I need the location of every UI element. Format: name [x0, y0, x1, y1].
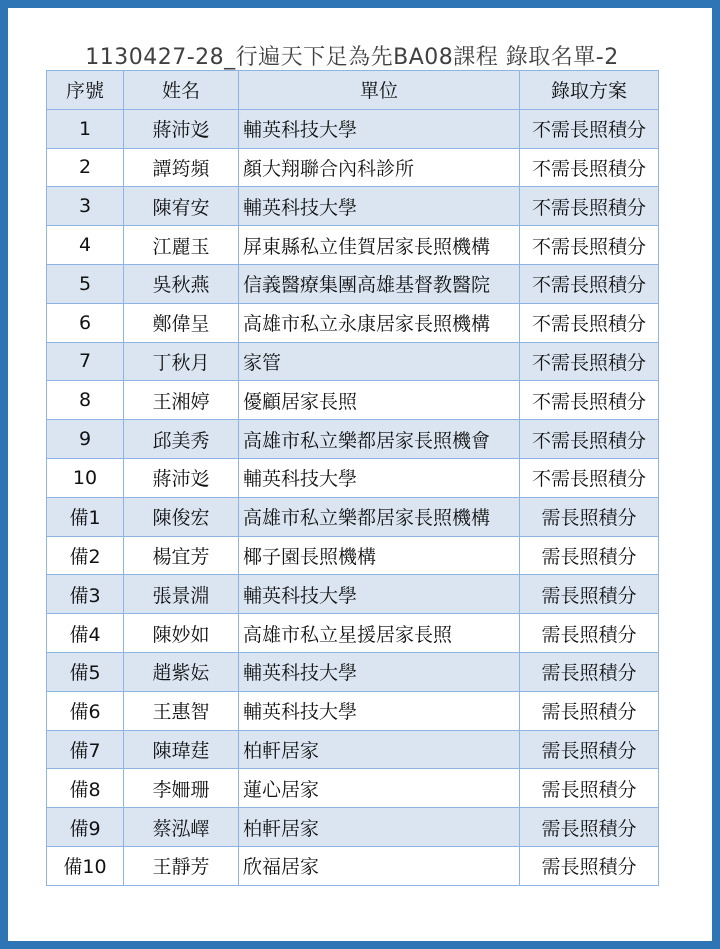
table-row — [47, 264, 659, 303]
cell-unit: 優顧居家長照 — [239, 381, 520, 420]
cell-unit: 信義醫療集團高雄基督教醫院 — [239, 264, 520, 303]
cell-plan: 不需長照積分 — [520, 148, 659, 187]
table-row — [47, 769, 659, 808]
cell-unit: 高雄市私立星援居家長照 — [239, 614, 520, 653]
cell-serial: 3 — [47, 187, 124, 226]
cell-unit: 高雄市私立永康居家長照機構 — [239, 303, 520, 342]
header-unit: 單位 — [239, 71, 520, 110]
cell-name: 陳瑋莛 — [124, 730, 239, 769]
cell-serial: 5 — [47, 264, 124, 303]
header-name: 姓名 — [124, 71, 239, 110]
cell-serial: 備10 — [47, 846, 124, 885]
cell-plan: 需長照積分 — [520, 652, 659, 691]
cell-plan: 需長照積分 — [520, 691, 659, 730]
table-row — [47, 652, 659, 691]
table-row — [47, 342, 659, 381]
cell-name: 蔡泓嶧 — [124, 808, 239, 847]
cell-serial: 備3 — [47, 575, 124, 614]
header-serial: 序號 — [47, 71, 124, 110]
cell-serial: 8 — [47, 381, 124, 420]
cell-unit: 家管 — [239, 342, 520, 381]
cell-name: 王惠智 — [124, 691, 239, 730]
cell-plan: 不需長照積分 — [520, 342, 659, 381]
table-row — [47, 187, 659, 226]
cell-serial: 10 — [47, 458, 124, 497]
cell-serial: 9 — [47, 420, 124, 459]
cell-unit: 顏大翔聯合內科診所 — [239, 148, 520, 187]
cell-serial: 2 — [47, 148, 124, 187]
cell-serial: 備1 — [47, 497, 124, 536]
cell-name: 吳秋燕 — [124, 264, 239, 303]
cell-unit: 柏軒居家 — [239, 730, 520, 769]
table-row — [47, 497, 659, 536]
cell-serial: 備9 — [47, 808, 124, 847]
cell-serial: 備6 — [47, 691, 124, 730]
cell-plan: 不需長照積分 — [520, 381, 659, 420]
cell-plan: 不需長照積分 — [520, 458, 659, 497]
cell-name: 陳宥安 — [124, 187, 239, 226]
table-row — [47, 420, 659, 459]
cell-plan: 需長照積分 — [520, 808, 659, 847]
cell-serial: 7 — [47, 342, 124, 381]
table-row — [47, 458, 659, 497]
cell-unit: 輔英科技大學 — [239, 691, 520, 730]
cell-plan: 不需長照積分 — [520, 187, 659, 226]
admission-table — [46, 70, 659, 886]
table-row — [47, 691, 659, 730]
header-plan: 錄取方案 — [520, 71, 659, 110]
cell-plan: 不需長照積分 — [520, 226, 659, 265]
cell-unit: 輔英科技大學 — [239, 575, 520, 614]
cell-name: 王湘婷 — [124, 381, 239, 420]
cell-serial: 備8 — [47, 769, 124, 808]
table-row — [47, 614, 659, 653]
table-row — [47, 575, 659, 614]
document-title: 1130427-28_行遍天下足為先BA08課程 錄取名單-2 — [85, 45, 619, 70]
cell-name: 李姍珊 — [124, 769, 239, 808]
table-row — [47, 730, 659, 769]
cell-serial: 備7 — [47, 730, 124, 769]
cell-serial: 備4 — [47, 614, 124, 653]
table-row — [47, 226, 659, 265]
cell-name: 譚筠頻 — [124, 148, 239, 187]
cell-serial: 1 — [47, 109, 124, 148]
cell-plan: 不需長照積分 — [520, 109, 659, 148]
cell-name: 王靜芳 — [124, 846, 239, 885]
cell-plan: 需長照積分 — [520, 497, 659, 536]
cell-plan: 需長照積分 — [520, 846, 659, 885]
table-row — [47, 148, 659, 187]
cell-unit: 高雄市私立樂都居家長照機構 — [239, 497, 520, 536]
table-row — [47, 846, 659, 885]
table-row — [47, 536, 659, 575]
cell-serial: 4 — [47, 226, 124, 265]
cell-name: 楊宜芳 — [124, 536, 239, 575]
cell-plan: 不需長照積分 — [520, 264, 659, 303]
cell-plan: 不需長照積分 — [520, 420, 659, 459]
cell-name: 張景淵 — [124, 575, 239, 614]
cell-name: 蔣沛彣 — [124, 458, 239, 497]
cell-unit: 輔英科技大學 — [239, 109, 520, 148]
cell-plan: 需長照積分 — [520, 730, 659, 769]
cell-plan: 需長照積分 — [520, 614, 659, 653]
cell-serial: 6 — [47, 303, 124, 342]
cell-unit: 椰子園長照機構 — [239, 536, 520, 575]
cell-name: 陳妙如 — [124, 614, 239, 653]
cell-unit: 欣福居家 — [239, 846, 520, 885]
cell-name: 趙紫妘 — [124, 652, 239, 691]
cell-unit: 輔英科技大學 — [239, 458, 520, 497]
cell-plan: 需長照積分 — [520, 575, 659, 614]
cell-name: 江麗玉 — [124, 226, 239, 265]
cell-name: 鄭偉呈 — [124, 303, 239, 342]
table-header-row — [47, 71, 659, 110]
cell-name: 蔣沛彣 — [124, 109, 239, 148]
cell-unit: 高雄市私立樂都居家長照機會 — [239, 420, 520, 459]
cell-plan: 不需長照積分 — [520, 303, 659, 342]
cell-plan: 需長照積分 — [520, 769, 659, 808]
cell-name: 陳俊宏 — [124, 497, 239, 536]
table-row — [47, 109, 659, 148]
cell-name: 邱美秀 — [124, 420, 239, 459]
cell-serial: 備2 — [47, 536, 124, 575]
cell-unit: 輔英科技大學 — [239, 652, 520, 691]
table-row — [47, 808, 659, 847]
cell-name: 丁秋月 — [124, 342, 239, 381]
cell-plan: 需長照積分 — [520, 536, 659, 575]
cell-unit: 柏軒居家 — [239, 808, 520, 847]
cell-unit: 輔英科技大學 — [239, 187, 520, 226]
cell-serial: 備5 — [47, 652, 124, 691]
table-row — [47, 381, 659, 420]
cell-unit: 屏東縣私立佳賀居家長照機構 — [239, 226, 520, 265]
table-row — [47, 303, 659, 342]
cell-unit: 蓮心居家 — [239, 769, 520, 808]
